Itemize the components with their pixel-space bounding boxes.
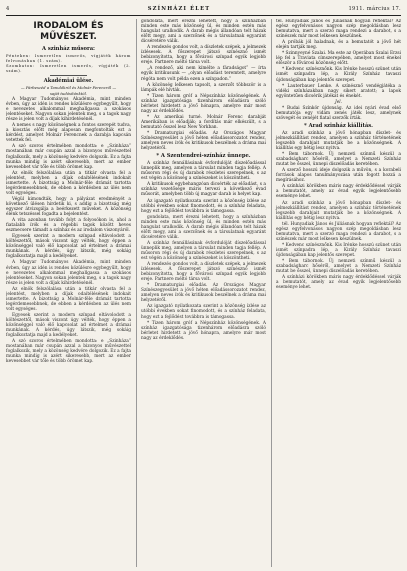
program-title: A szinház műsora: [42,46,95,52]
paragraph: A rendezés gondos volt, a díszletek szépek, a jelmezek ízlésesek. A főszerepet játszó színésznő ismét bebizonyította, hogy a fővárosi színpad egyik legjobb ereje. Partnere méltó társa volt. [141,45,266,66]
paragraph: A nemes s nagy közönségnek a fontos szerepét tudva, a kiosztás előtt még alaposan megfontolták ezt a kérdést, amelyet Molnár Ferencnek a darabja kapcsán vetettek fel. [6,123,131,144]
paragraph: * Kedvenc színésznőnk. Kis Irénke hosszú szünet után ismét színpadra lép, a Király Színház tavaszi újdonságában kap jelentős szerepet. [276,242,401,258]
program-line-2: Szombaton: Ismeretlen ismerős, vígjáték (2. szám). [6,63,131,73]
notice-title: * Arad szinház kiállítás. [304,122,373,129]
paragraph: * Tizen három gróf a Népszínház közönségének. A színház igazgatósága tizenhárom előadásra szóló bérletet hirdetett a jövő hónapra, amelyre már most nagy az érdeklődés. [141,320,266,341]
paragraph: A kritikusok egybehangzóan dicsérték az előadást, s a színház vezetősége máris tervezi a következő évad műsorát, amelyben több új magyar darab is helyet kap. [141,182,266,198]
academy-subtitle: — Párbeszéd a Tanulókról és Molnár Ferencről — [20,85,117,90]
page-number: 4 [6,6,10,12]
notice: * Budai Színkör újdonság. Az idei nyári évad első bemutatója egy vidám zenés játék lesz, amelynek szövegét és zenéjét fiatal szerzők írták. [276,105,401,121]
masthead: SZÍNHÁZI ÉLET [147,6,211,12]
notice: Az aradi színház a jövő hónapban díszlet- és jelmezkiállítást rendez, amelyen a színház történetének legszebb darabjait mutatják be a közönségnek. A kiállítás egy hétig lesz nyitva. [276,130,401,152]
paragraph: gondolata, mert érezni lehetett, hogy a színházban minden este más közönség ül, és minden estén más hangulat uralkodik. A darab mégis állandóan telt házak előtt megy, ami a szerzőnek és a társulatnak egyaránt dicséretére válik. [141,214,266,240]
paragraph: A vita azonban tovább folyt a folyosókon is, ahol a fiatalabb írók és a régebbi tagok között heves eszmecsere támadt a színház és az irodalom viszonyáról. [6,218,131,234]
column-middle [136,19,266,567]
paragraph: A színház fennállásának évfordulóját díszelőadással ünneplik meg, amelyen a társulat minden tagja fellép. A műsoron régi és új darabok részletei szerepelnek, s az est végén a közönség a színészeket is köszöntheti. [141,240,266,262]
notice: * Lauterbauer Lenke. A színésznő vendégjátéka a vidéki színházakban nagy sikert aratott; a lapok egyöntetűen dicsérik játékát és énekét. [276,83,401,99]
paragraph: * Bem tábornok. Új nemzeti színmű készül a szabadságharc hőséről, amelyet a Nemzeti Színház mutat be ősszel, ünnepi díszelőadás keretében. [276,259,401,275]
paragraph: A Magyar Tudományos Akadémia, mint minden évben, úgy az idén is rendes közülésre egybegyűlt, hogy e nevezetes alkalommal meghallgassa a szokásos jelentéseket. Nagyon sokan jelentek meg, s a tagok nagy része is jelen volt a díjak kihirdetésénél. [6,97,131,123]
paragraph: A szó szoros értelmében mondotta: e „Szinháza” mostanában már csupán azzal a bizonyos művészettel foglalkozik, mely a közönség kedvére dolgozik. Ez a fajta munka mindig is azért sikeresebb, mert az ember kevesebbet vár tőle és több örömet kap. [6,144,131,170]
paragraph: A színházi körökben máris nagy érdeklődéssel várják a bemutatót, amely az évad egyik legjelentősebb eseménye lehet. [276,184,401,200]
paragraph: A közönség lelkesen tapsolt, a szerzőt többször is a lámpák elé hívták. [141,82,266,93]
academy-note: saját tudósítónktól. [49,90,88,96]
program-line-1: Pénteken: Ismeretlen ismerős, vígjáték három felvonásban (1. szám). [6,53,131,63]
paragraph: gondolata, mert érezni lehetett, hogy a színházban minden este más közönség ül, és minden estén más hangulat uralkodik. A darab mégis állandóan telt házak előtt megy, ami a szerzőnek és a társulatnak egyaránt dicséretére válik. [141,19,266,45]
paragraph: A próbák jól haladnak, és a bemutatót a jövő hét elején tartják meg. [276,40,401,51]
issue-date: 1911. március 17. [348,6,401,12]
paragraph: A rendezés gondos volt, a díszletek szépek, a jelmezek ízlésesek. A főszerepet játszó színésznő ismét bebizonyította, hogy a fővárosi színpad egyik legjobb ereje. Partnere méltó társa volt. [141,262,266,283]
column-right [271,19,401,567]
notice: * Szinnyeyné Szalai. Ma este az Operában Szalai Erzsi lép fel a Traviata címszerepében, amelyet most énekel először a fővárosi közönség előtt. [276,51,401,67]
columns [6,19,401,567]
notice-title: * A Szentendrei-színház ünnepe. [156,153,251,160]
paragraph: Egyesek szerint a modern színpad eltávolodott a költészettől, mások viszont úgy vélték, hogy éppen a közönséggel való élő kapcsolat ad értelmet a drámai munkának. A kérdés, úgy látszik, még sokáig foglalkoztatja majd a kedélyeket. [6,312,131,339]
paragraph: Egyesek szerint a modern színpad eltávolodott a költészettől, mások viszont úgy vélték, hogy éppen a közönséggel való élő kapcsolat ad értelmet a drámai munkának. A kérdés, úgy látszik, még sokáig foglalkoztatja majd a kedélyeket. [6,234,131,260]
notice: * Kedvenc színésznőnk. Kis Irénke hosszú szünet után ismét színpadra lép, a Király Színház tavaszi újdonságában kap jelentős szerepet. [276,67,401,83]
paragraph: „A rendező, aki nem kímélte a fáradságot” — írta egyik kritikusunk — „olyan előadást teremtett, amelyre régóta nem volt példa ezen a színpadon.” [141,66,266,82]
notice: * Dramaturgiai előadás. Az Országos Magyar Színészegyesület a jövő héten előadássorozatot rendez, amelyen neves írók és kritikusok beszélnek a dráma mai helyzetéről. [141,130,266,152]
paragraph: A szerző hosszú ideje dolgozik a művön, s a korabeli források alapos tanulmányozása után fogott hozzá a megírásához. [276,168,401,184]
paragraph: A szó szoros értelmében mondotta: e „Szinháza” mostanában már csupán azzal a bizonyos művészettel foglalkozik, mely a közönség kedvére dolgozik. Ez a fajta munka mindig is azért sikeresebb, mert az ember kevesebbet vár tőle és több örömet kap. [6,339,131,365]
paragraph: Végül kimondták, hogy a pályázat eredményét a következő ülésen hirdetik ki, s addig a bizottság még egyszer átvizsgálja a beérkezett műveket. A közönség élénk tetszéssel fogadta a bejelentést. [6,196,131,218]
paragraph: A Magyar Tudományos Akadémia, mint minden évben, úgy az idén is rendes közülésre egybegyűlt, hogy e nevezetes alkalommal meghallgassa a szokásos jelentéseket. Nagyon sokan jelentek meg, s a tagok nagy része is jelen volt a díjak kihirdetésénél. [6,260,131,286]
page-header [6,4,401,16]
section-title: IRODALOM ÉS MŰVÉSZET. [33,21,104,42]
divider [50,75,88,76]
paragraph: Az igazgató nyilatkozata szerint a közönség ízlése az utóbbi években sokat finomodott, és a színház feladata, hogy ezt a fejlődést továbbra is támogassa. [141,304,266,320]
paragraph: Az aradi színház a jövő hónapban díszlet- és jelmezkiállítást rendez, amelyen a színház történetének legszebb darabjait mutatják be a közönségnek. A kiállítás egy hétig lesz nyitva. [276,200,401,221]
column-left [6,19,131,567]
paragraph: A színházi körökben máris nagy érdeklődéssel várják a bemutatót, amely az évad egyik legjelentősebb eseménye lehet. [276,275,401,291]
notice: * Bem tábornok. Új nemzeti színmű készül a szabadságharc hőséről, amelyet a Nemzeti Színház mutat be ősszel, ünnepi díszelőadás keretében. [276,152,401,168]
notice: * Tizen három gróf a Népszínház közönségének. A színház igazgatósága tizenhárom előadásra szóló bérletet hirdetett a jövő hónapra, amelyre már most nagy az érdeklődés. [141,93,266,114]
paragraph: * Dramaturgiai előadás. Az Országos Magyar Színészegyesület a jövő héten előadássorozatot rendez, amelyen neves írók és kritikusok beszélnek a dráma mai helyzetéről. [141,283,266,304]
paragraph: Az igazgató nyilatkozata szerint a közönség ízlése az utóbbi években sokat finomodott, és a színház feladata, hogy ezt a fejlődést továbbra is támogassa. [141,198,266,214]
paragraph: tél. Hunyadiak János és Júliásnak hogyan reflektál? Az egész egyfelvonásos nagyon szép megoldásban lesz bemutatva, mert a szerző maga rendezi a darabot, s a színészek már most lelkesen készülnek. [276,19,401,40]
newspaper-page [6,4,401,567]
paragraph: Az elnök felszólalása után a titkár olvasta fel a jelentést, melyben a díjak odaítélésének indokait ismertette. A bizottság a Molnár-féle drámát tartotta legérdemesebbnek, de ebben a kérdésben az ülés nem volt egységes. [6,170,131,196]
academy-title: Akadémiai ülése. [43,78,94,84]
paragraph: Az elnök felszólalása után a titkár olvasta fel a jelentést, melyben a díjak odaítélésének indokait ismertette. A bizottság a Molnár-féle drámát tartotta legérdemesebbnek, de ebben a kérdésben az ülés nem volt egységes. [6,286,131,312]
signature: Jel. [334,99,342,105]
notice: A színház fennállásának évfordulóját díszelőadással ünneplik meg, amelyen a társulat minden tagja fellép. A műsoron régi és új darabok részletei szerepelnek, s az est végén a közönség a színészeket is köszöntheti. [141,161,266,182]
notice: * Az amerikai turné. Molnár Ferenc darabját Amerikában is előadják; a fordítás már elkészült, s a bemutató ősszel lesz New Yorkban. [141,114,266,130]
paragraph: tél. Hunyadiak János és Júliásnak hogyan reflektál? Az egész egyfelvonásos nagyon szép megoldásban lesz bemutatva, mert a szerző maga rendezi a darabot, s a színészek már most lelkesen készülnek. [276,221,401,242]
